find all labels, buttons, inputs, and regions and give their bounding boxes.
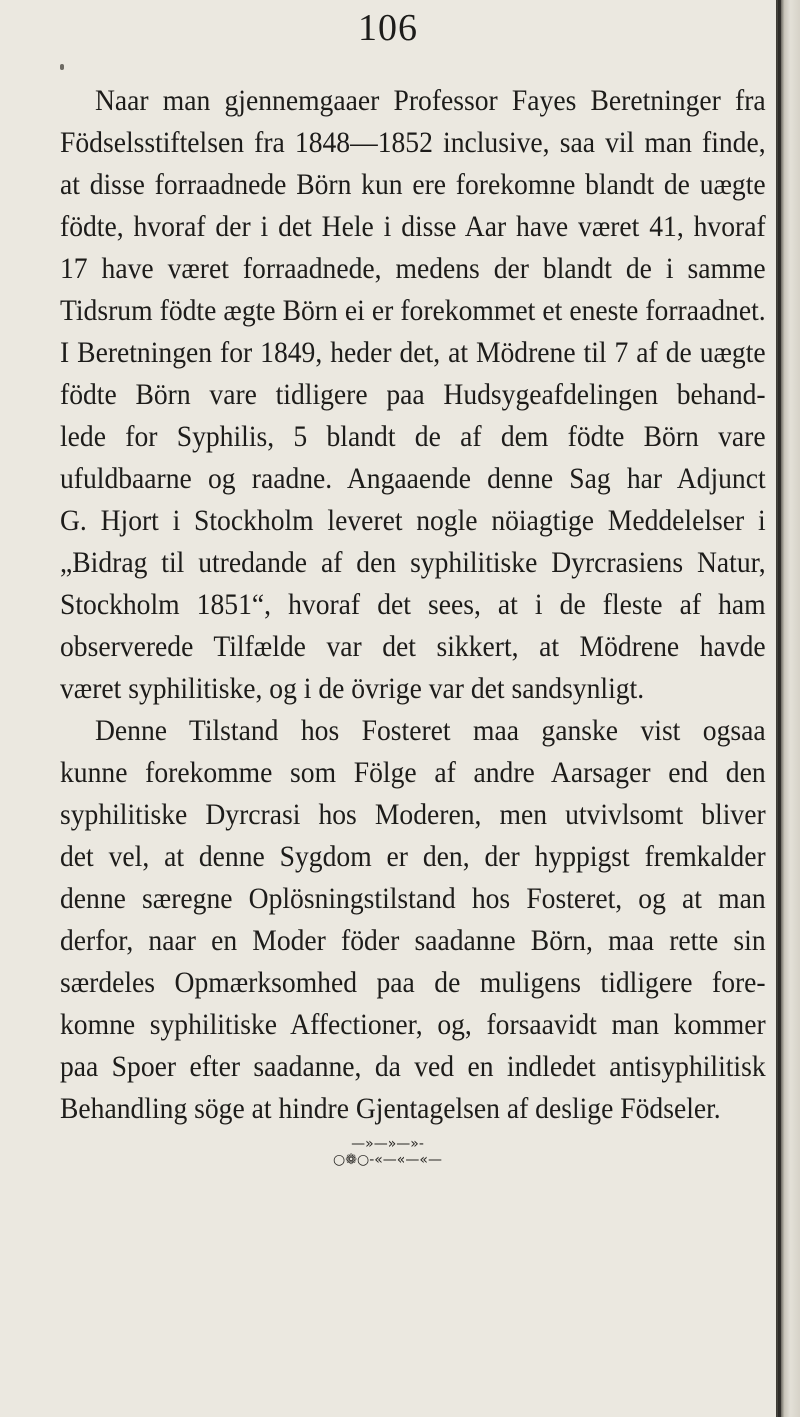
- text-line: Tidsrum födte ægte Börn ei er forekommet et eneste forraadnet.: [60, 294, 766, 327]
- body-text: [60, 80, 766, 1130]
- text-line: födte Börn vare tidligere paa Hudsygeafdelingen behand-: [60, 378, 766, 411]
- text-line: Denne Tilstand hos Fosteret maa ganske vist ogsaa: [94, 714, 766, 747]
- text-line: I Beretningen for 1849, heder det, at Mödrene til 7 af de uægte: [60, 336, 766, 369]
- text-line: særdeles Opmærksomhed paa de muligens tidligere fore-: [60, 966, 766, 999]
- text-line: syphilitiske Dyrcrasi hos Moderen, men utvivlsomt bliver: [60, 798, 766, 831]
- page-number: 106: [358, 7, 418, 49]
- text-line: Födselsstiftelsen fra 1848—1852 inclusive, saa vil man finde,: [60, 126, 766, 159]
- text-line: det vel, at denne Sygdom er den, der hyppigst fremkalder: [60, 840, 766, 873]
- text-line: været syphilitiske, og i de övrige var det sandsynligt.: [60, 672, 645, 705]
- text-line: derfor, naar en Moder föder saadanne Börn, maa rette sin: [60, 924, 766, 957]
- text-line: komne syphilitiske Affectioner, og, forsaavidt man kommer: [60, 1008, 766, 1041]
- text-line: Naar man gjennemgaaer Professor Fayes Beretninger fra: [94, 84, 766, 117]
- text-line: G. Hjort i Stockholm leveret nogle nöiagtige Meddelelser i: [60, 504, 766, 537]
- text-line: kunne forekomme som Fölge af andre Aarsager end den: [60, 756, 766, 789]
- text-line: ufuldbaarne og raadne. Angaaende denne Sag har Adjunct: [60, 462, 766, 495]
- print-speck: [60, 64, 64, 70]
- text-line: Stockholm 1851“, hvoraf det sees, at i de fleste af ham: [60, 588, 766, 621]
- text-line: denne særegne Oplösningstilstand hos Fosteret, og at man: [60, 882, 766, 915]
- ornament-divider: —»—»—»-○❁○-«—«—«—: [333, 1136, 442, 1168]
- text-line: observerede Tilfælde var det sikkert, at Mödrene havde: [60, 630, 766, 663]
- text-line: lede for Syphilis, 5 blandt de af dem födte Börn vare: [60, 420, 766, 453]
- text-line: at disse forraadnede Börn kun ere forekomne blandt de uægte: [60, 168, 766, 201]
- text-line: Behandling söge at hindre Gjentagelsen af deslige Födseler.: [60, 1092, 721, 1125]
- page-edge-line: [778, 0, 781, 1417]
- text-line: „Bidrag til utredande af den syphilitiske Dyrcrasiens Natur,: [60, 546, 766, 579]
- text-line: 17 have været forraadnede, medens der blandt de i samme: [60, 252, 766, 285]
- text-line: födte, hvoraf der i det Hele i disse Aar have været 41, hvoraf: [60, 210, 766, 243]
- text-line: paa Spoer efter saadanne, da ved en indledet antisyphilitisk: [60, 1050, 766, 1083]
